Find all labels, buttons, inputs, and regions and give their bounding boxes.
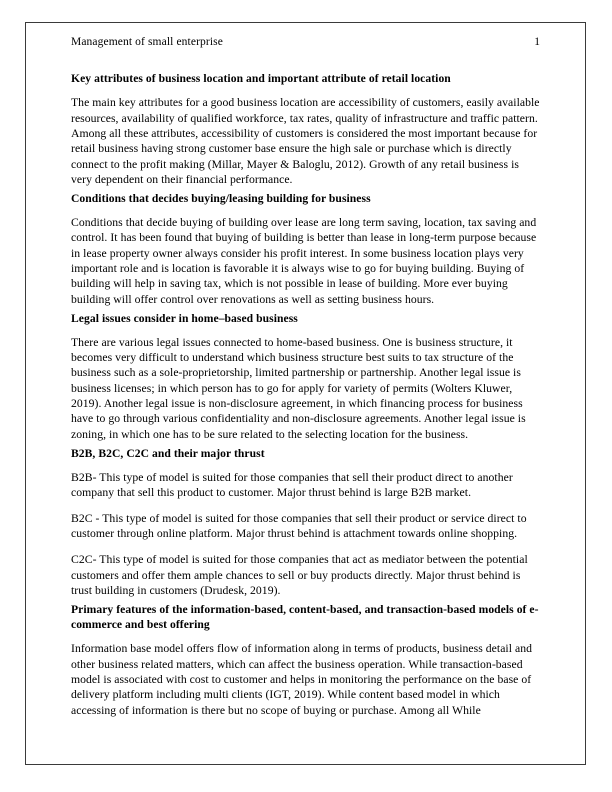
section-paragraph: B2C - This type of model is suited for those companies that sell their product or service direct to customer through online platform. Major thrust behind is attachment towards online shopping. (71, 512, 527, 541)
section-paragraph: C2C- This type of model is suited for those companies that act as mediator between the potential customers and offer them ample chances to sell or buy products directly. Major thrust behind is trust building in customers (Drudesk, 2019). (71, 553, 528, 597)
section-paragraph: The main key attributes for a good business location are accessibility of customers, easily available resources, availability of qualified workforce, tax rates, quality of infrastructure and traffic pattern. Among all these attributes, accessibility of customers is considered the most important because for retail business having strong customer base ensure the high sale or purchase which is directly connect to the profit making (Millar, Mayer & Baloglu, 2012). Growth of any retail business is very dependent on their financial performance. (71, 96, 540, 186)
running-head (71, 35, 541, 50)
section-paragraph: There are various legal issues connected to home-based business. One is business structure, it becomes very difficult to understand which business structure best suits to tax structure of the business such as a sole-proprietorship, limited partnership or partnership. Another legal issue is business licenses; in which person has to go for apply for variety of permits (Wolters Kluwer, 2019). Another legal issue is non-disclosure agreement, in which financing process for business have to go through various confidentiality and non-disclosure agreements. Another legal issue is zoning, in which one has to be sure related to the selecting location for the business. (71, 335, 526, 441)
section-heading: Primary features of the information-based, content-based, and transaction-based models of e-commerce and best offering (71, 602, 539, 631)
section-heading: Key attributes of business location and important attribute of retail location (71, 72, 451, 85)
section-paragraph: Conditions that decide buying of building over lease are long term saving, location, tax saving and control. It has been found that buying of building is better than lease in long-term purpose because in lease property owner always consider his profit interest. In some business location plays very important role and is location is favorable it is always wise to go for buying building. Buying of building will help in saving tax, which is not possible in lease of building. More ever buying building will offer control over renovations as well as setting business hours. (71, 215, 537, 306)
section-key-attributes (71, 71, 541, 187)
section-paragraph: B2B- This type of model is suited for those companies that sell their product direct to another company that sell this product to customer. Major thrust behind is large B2B market. (71, 470, 513, 500)
section-primary-features (71, 602, 541, 718)
section-legal-issues (71, 311, 541, 443)
section-paragraph: Information base model offers flow of information along in terms of products, business detail and other business related matters, which can affect the business operation. While transaction-based model is associated with cost to customer and helps in monitoring the performance on the base of delivery platform including multi clients (IGT, 2019). While content based model in which accessing of information is there but no scope of buying or purchase. Among all While (71, 642, 533, 717)
document-page (25, 22, 586, 765)
section-heading: B2B, B2C, C2C and their major thrust (71, 446, 265, 460)
page-number: 1 (534, 36, 540, 48)
section-buying-leasing-conditions (71, 191, 541, 307)
section-heading: Legal issues consider in home–based business (71, 311, 298, 325)
section-ecommerce-models (71, 446, 541, 599)
running-head-title: Management of small enterprise (71, 36, 223, 48)
page-content-area (71, 35, 541, 718)
section-heading: Conditions that decides buying/leasing building for business (71, 191, 371, 205)
